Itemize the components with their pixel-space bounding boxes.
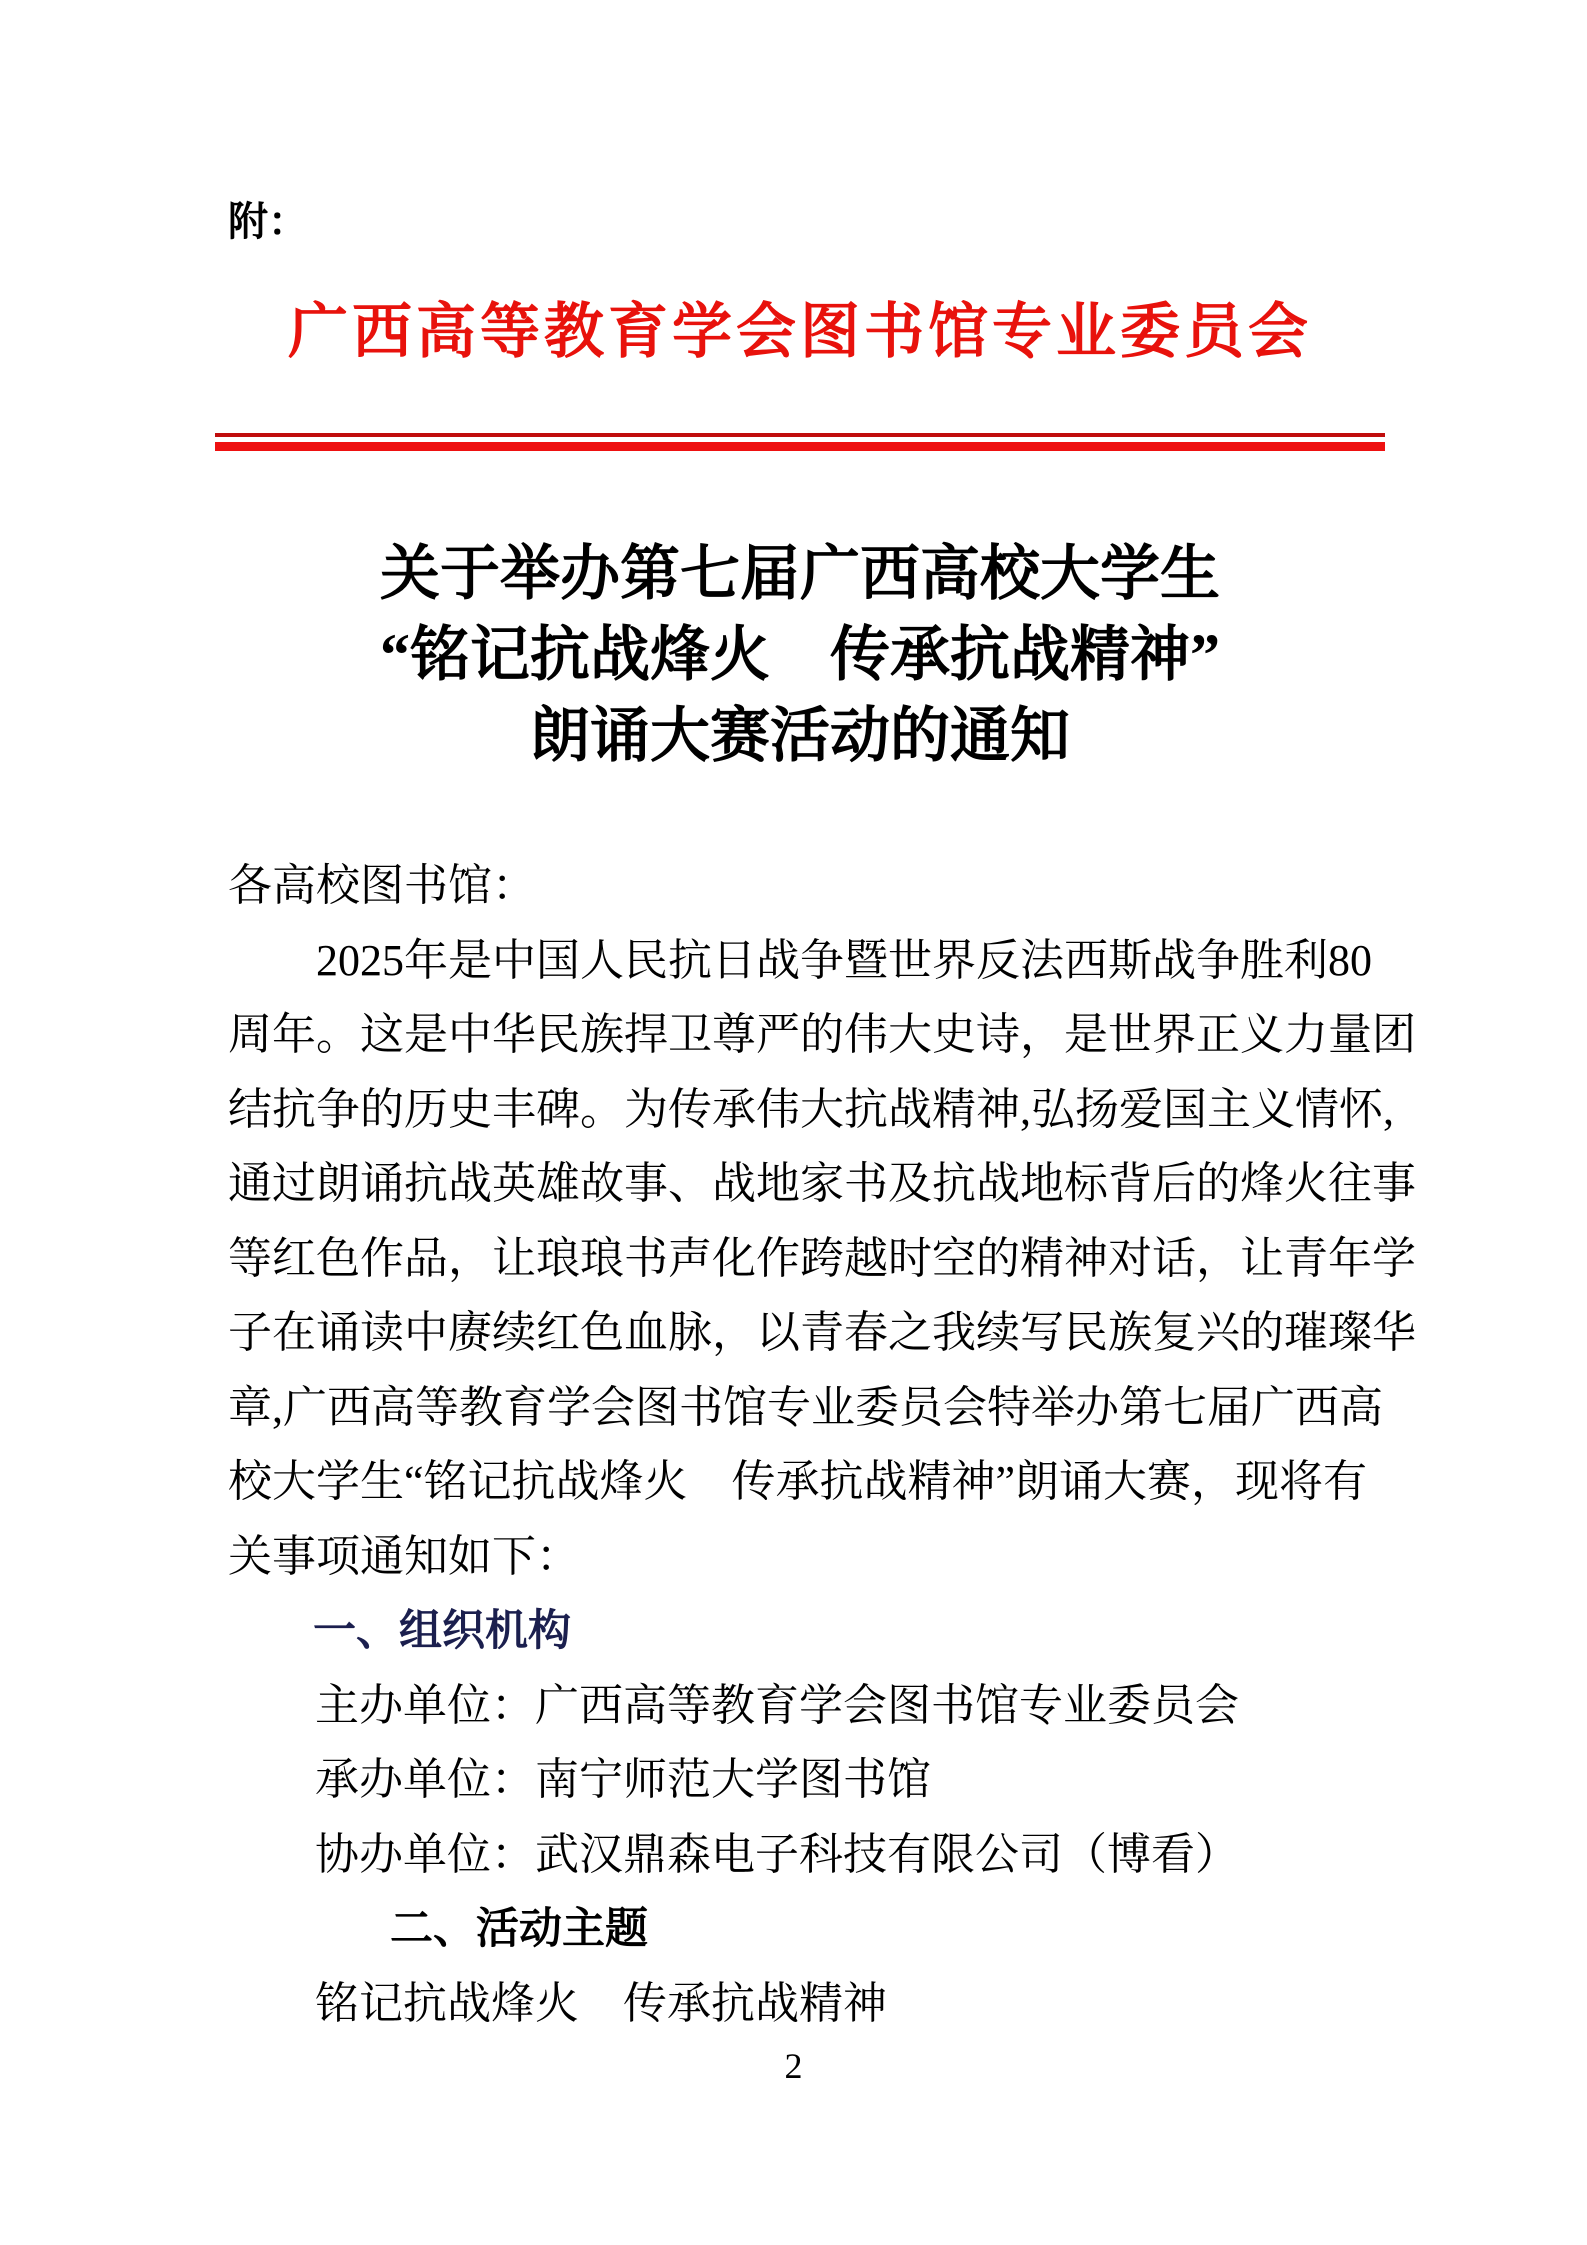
salutation: 各高校图书馆： <box>228 861 536 910</box>
document-title-line-3: 朗诵大赛活动的通知 <box>530 703 1070 769</box>
rule-thick-line <box>215 442 1385 451</box>
paragraph-line: 关事项通知如下： <box>228 1531 580 1581</box>
organizer-host-line: 主办单位：广西高等教育学会图书馆专业委员会 <box>315 1680 1239 1730</box>
paragraph-line: 2025年是中国人民抗日战争暨世界反法西斯战争胜利80 <box>316 935 1372 985</box>
masthead-org-title: 广西高等教育学会图书馆专业委员会 <box>288 299 1312 365</box>
paragraph-line: 章,广西高等教育学会图书馆专业委员会特举办第七届广西高 <box>228 1382 1383 1432</box>
attachment-label: 附： <box>228 199 308 244</box>
document-title-line-2: “铭记抗战烽火 传承抗战精神” <box>380 622 1220 688</box>
section-heading-theme: 二、活动主题 <box>390 1905 648 1953</box>
document-body <box>228 849 1416 2041</box>
section-heading-organization: 一、组织机构 <box>313 1607 571 1655</box>
page-number: 2 <box>784 2046 803 2086</box>
rule-thin-line <box>215 433 1385 437</box>
organizer-undertaker-line: 承办单位：南宁师范大学图书馆 <box>315 1755 931 1804</box>
organizer-coorganizer-line: 协办单位：武汉鼎森电子科技有限公司（博看） <box>315 1829 1239 1879</box>
paragraph-line: 等红色作品，让琅琅书声化作跨越时空的精神对话，让青年学 <box>228 1233 1416 1283</box>
document-title-line-1: 关于举办第七届广西高校大学生 <box>380 541 1220 607</box>
masthead-double-rule <box>215 433 1385 451</box>
paragraph-line: 周年。这是中华民族捍卫尊严的伟大史诗，是世界正义力量团 <box>228 1010 1416 1059</box>
paragraph-line: 校大学生“铭记抗战烽火 传承抗战精神”朗诵大赛，现将有 <box>228 1457 1368 1506</box>
activity-theme-line: 铭记抗战烽火 传承抗战精神 <box>315 1978 887 2028</box>
paragraph-line: 子在诵读中赓续红色血脉，以青春之我续写民族复兴的璀璨华 <box>228 1308 1416 1357</box>
document-title <box>205 534 1395 777</box>
paragraph-line: 结抗争的历史丰碑。为传承伟大抗战精神,弘扬爱国主义情怀, <box>228 1084 1394 1134</box>
paragraph-line: 通过朗诵抗战英雄故事、战地家书及抗战地标背后的烽火往事 <box>228 1159 1416 1208</box>
